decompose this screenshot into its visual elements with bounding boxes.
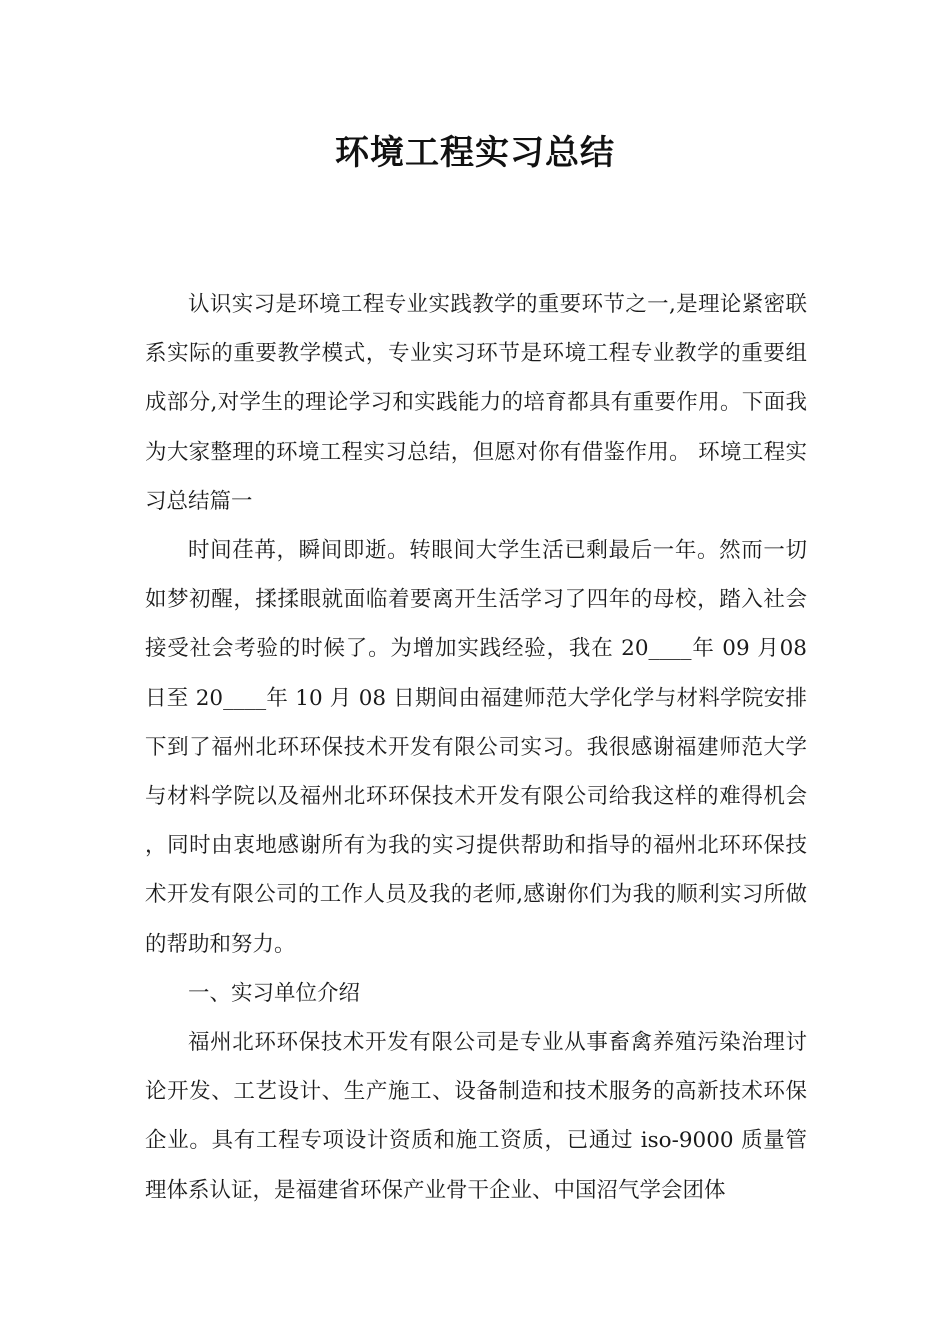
paragraph-intro: 认识实习是环境工程专业实践教学的重要环节之一,是理论紧密联系实际的重要教学模式，专业实习环节是环境工程专业教学的重要组成部分,对学生的理论学习和实践能力的培育都具有重要作用。下面我为大家整理的环境工程实习总结，但愿对你有借鉴作用。 环境工程实习总结篇一 (145, 292, 807, 514)
paragraph-company-intro: 福州北环环保技术开发有限公司是专业从事畜禽养殖污染治理讨论开发、工艺设计、生产施工、设备制造和技术服务的高新技术环保企业。具有工程专项设计资质和施工资质，已通过 iso-9000 质量管理体系认证，是福建省环保产业骨干企业、中国沼气学会团体 (145, 1030, 807, 1203)
section-heading-company-intro: 一、实习单位介绍 (188, 980, 361, 1006)
document-body (145, 280, 807, 1215)
document-title: 环境工程实习总结 (335, 133, 615, 173)
paragraph-internship-background: 时间荏苒，瞬间即逝。转眼间大学生活已剩最后一年。然而一切如梦初醒，揉揉眼就面临着要离开生活学习了四年的母校，踏入社会接受社会考验的时候了。为增加实践经验，我在 20____年 09 月08 日至 20____年 10 月 08 日期间由福建师范大学化学与材料学院安排下到了福州北环环保技术开发有限公司实习。我很感谢福建师范大学与材料学院以及福州北环环保技术开发有限公司给我这样的难得机会，同时由衷地感谢所有为我的实习提供帮助和指导的福州北环环保技术开发有限公司的工作人员及我的老师,感谢你们为我的顺利实习所做的帮助和努力。 (145, 538, 807, 957)
